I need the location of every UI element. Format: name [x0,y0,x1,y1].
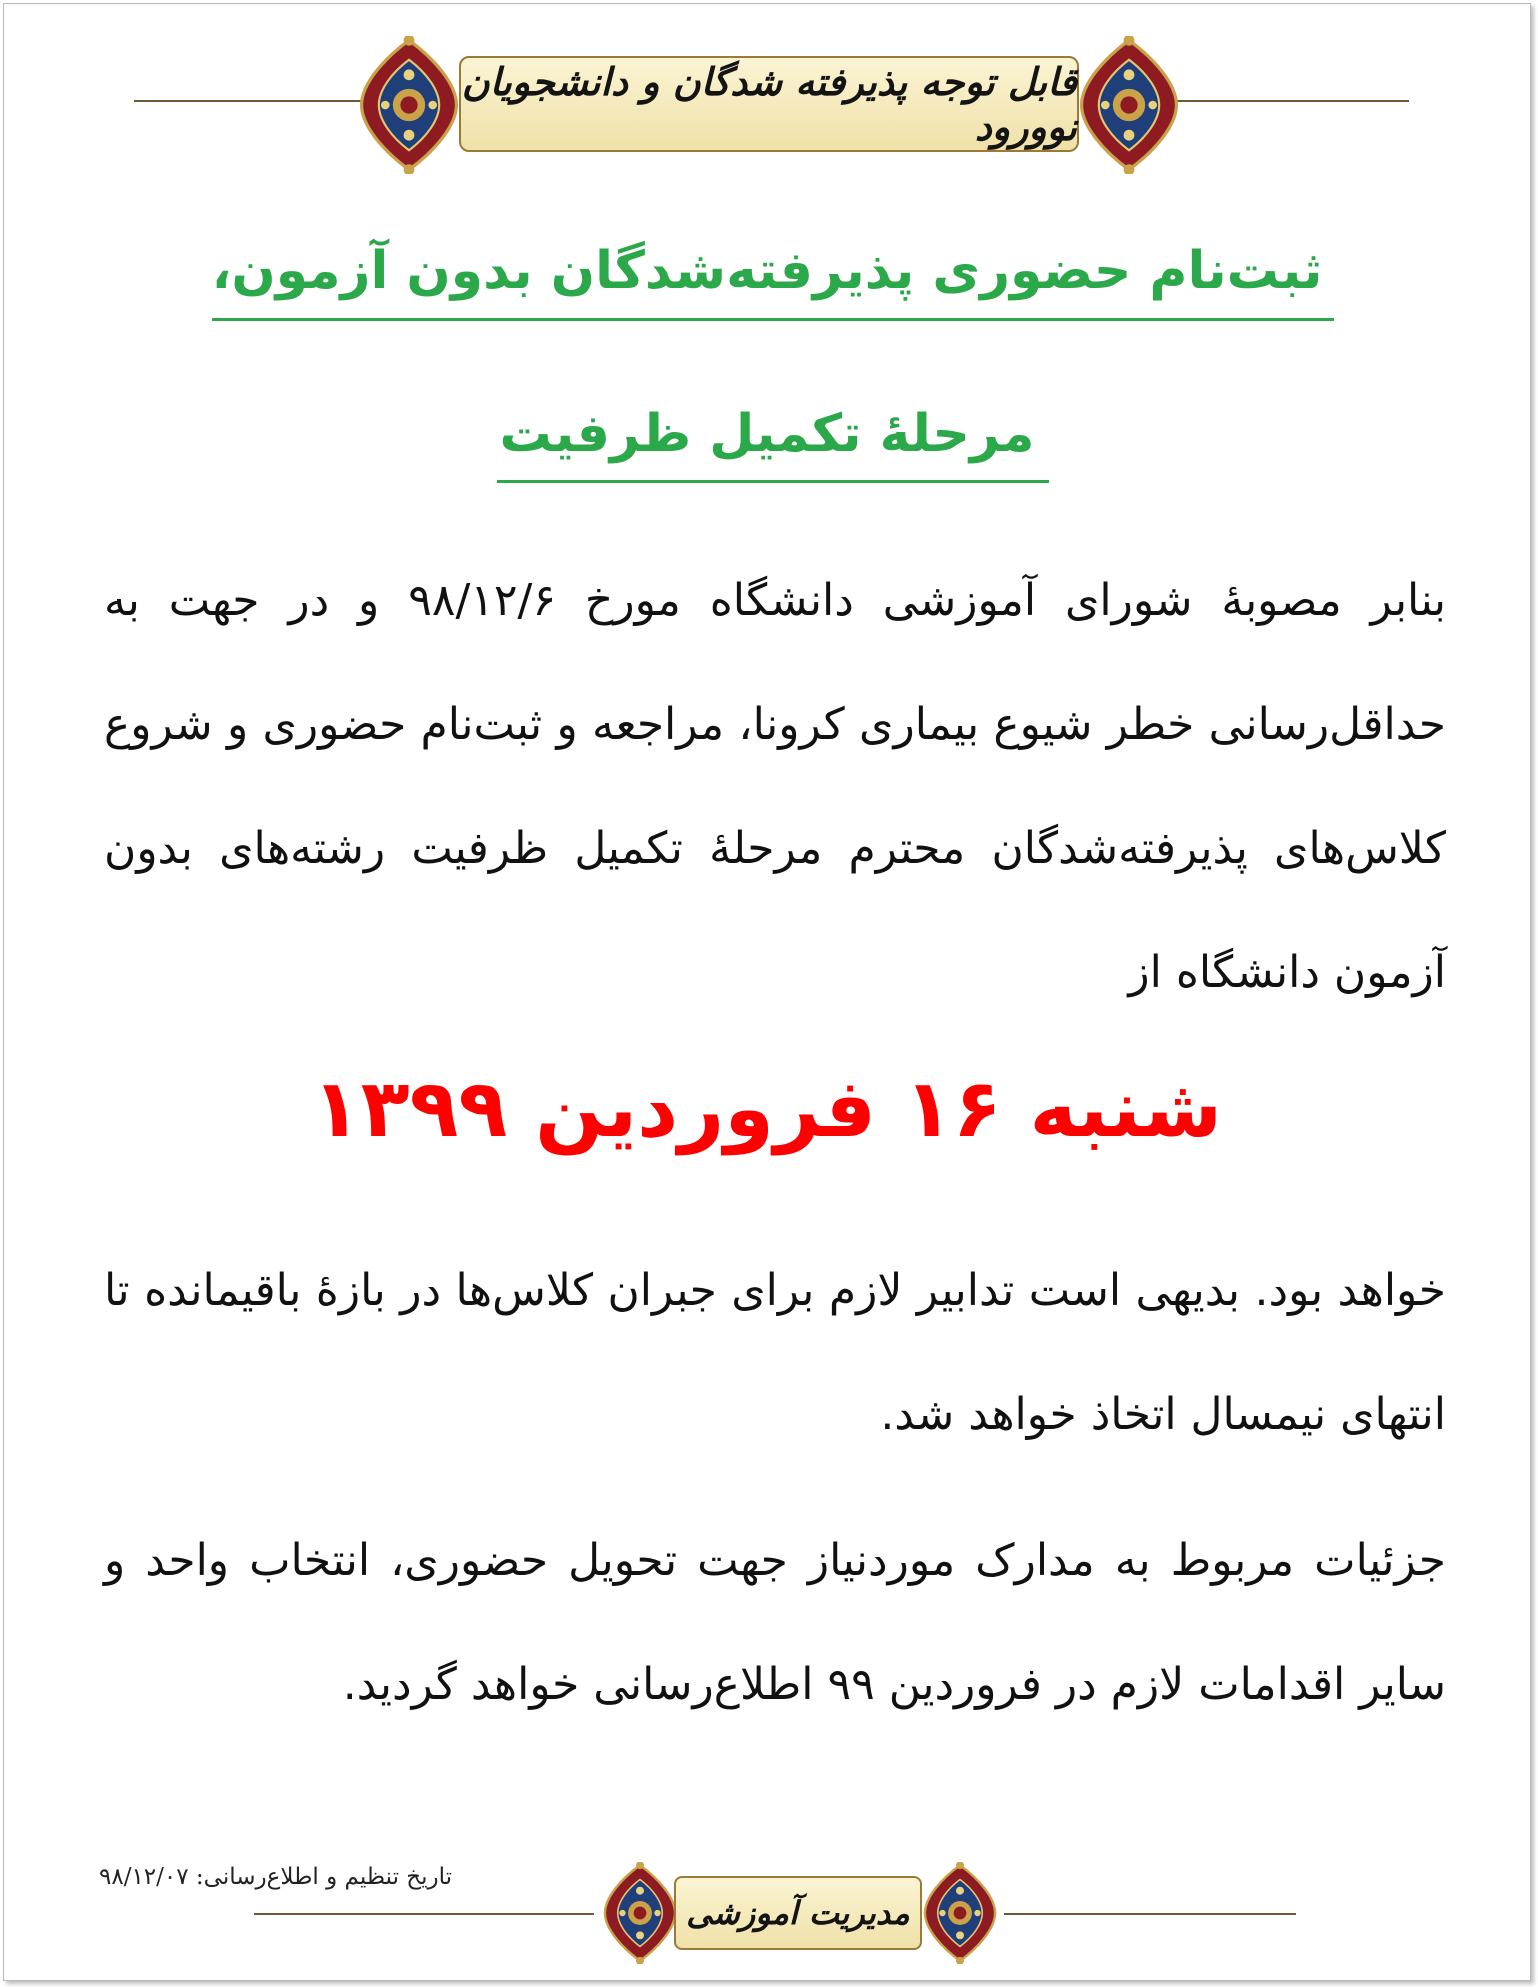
footer-rule-right [1004,1913,1296,1915]
title-line-1-underline [212,318,1334,321]
signature-banner [674,1876,922,1950]
title-line-1: ثبت‌نام حضوری پذیرفته‌شدگان بدون آزمون، [211,241,1323,301]
header-banner [459,56,1079,152]
signature-banner-text: مدیریت آموزشی [686,1894,910,1932]
body-paragraph-2: خواهد بود. بدیهی است تدابیر لازم برای جبران کلاس‌ها در بازۀ باقیمانده تا انتهای نیمسال اتخاذ خواهد شد. [104,1265,1446,1440]
notice-page [3,3,1531,1981]
title-line-2: مرحلۀ تکمیل ظرفیت [499,404,1035,464]
issue-date-note: تاریخ تنظیم و اطلاع‌رسانی: ۹۸/۱۲/۰۷ [99,1864,453,1890]
title-line-2-underline [497,480,1049,483]
header-banner-text: قابل توجه پذیرفته شدگان و دانشجویان نوورود [461,59,1077,149]
footer-rule-left [254,1913,594,1915]
footer-ornament-right-icon [912,1862,1008,1964]
body-paragraph-1: بنابر مصوبۀ شورای آموزشی دانشگاه مورخ ۹۸/۱۲/۶ و در جهت به حداقل‌رسانی خطر شیوع بیماری کرونا، مراجعه و ثبت‌نام حضوری و شروع کلاس‌های پذیرفته‌شدگان محترم مرحلۀ تکمیل ظرفیت رشته‌های بدون آزمون دانشگاه از [104,575,1446,998]
highlight-date: شنبه ۱۶ فروردین ۱۳۹۹ [311,1062,1223,1155]
header-ornament-right-icon [1064,36,1194,174]
header-ornament-left-icon [344,36,474,174]
body-paragraph-3: جزئیات مربوط به مدارک موردنیاز جهت تحویل حضوری، انتخاب واحد و سایر اقدامات لازم در فروردین ۹۹ اطلاع‌رسانی خواهد گردید. [104,1535,1446,1710]
